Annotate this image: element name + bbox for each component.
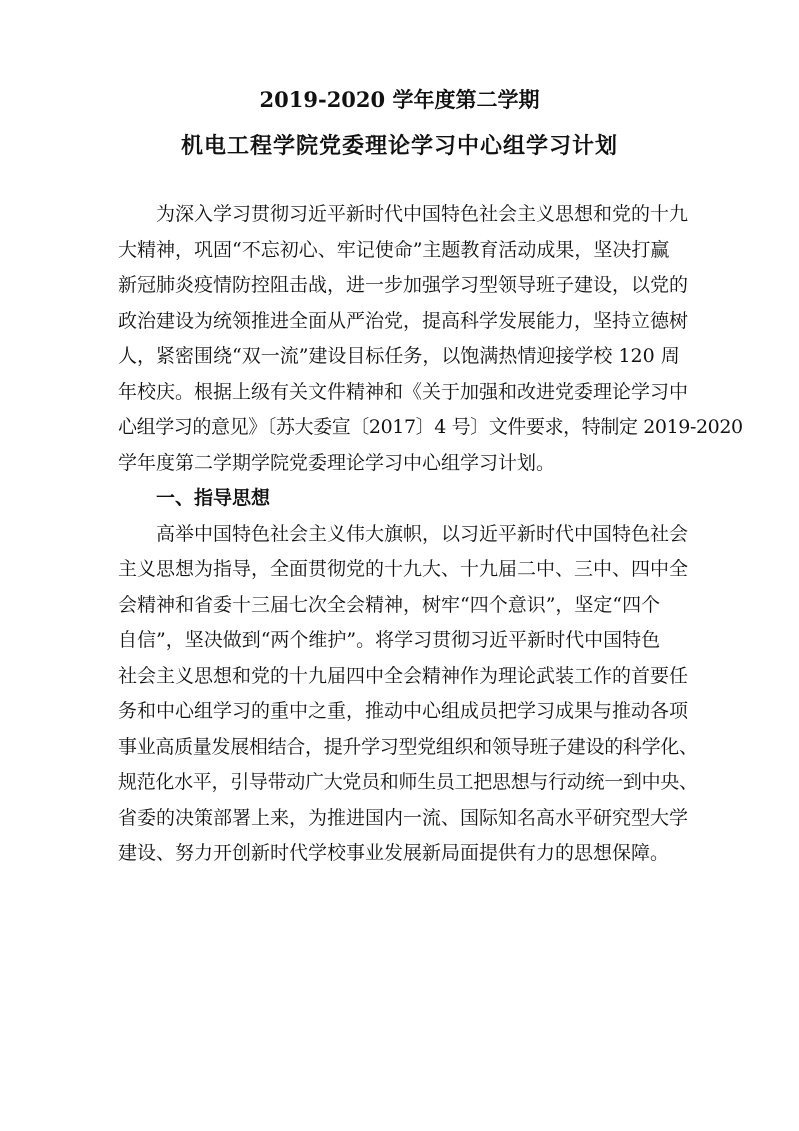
document-title-main: 机电工程学院党委理论学习中心组学习计划 bbox=[180, 133, 618, 159]
section1-line: 自信”，坚决做到“两个维护”。将学习贯彻习近平新时代中国特色 bbox=[118, 629, 661, 651]
intro-line: 人，紧密围绕“双一流”建设目标任务，以饱满热情迎接学校 120 周 bbox=[118, 345, 680, 367]
intro-line: 新冠肺炎疫情防控阻击战，进一步加强学习型领导班子建设，以党的 bbox=[118, 274, 689, 296]
document-body bbox=[118, 197, 743, 872]
intro-line: 为深入学习贯彻习近平新时代中国特色社会主义思想和党的十九 bbox=[118, 203, 689, 225]
section-heading-guiding-ideology: 一、指导思想 bbox=[118, 487, 271, 509]
section1-line: 务和中心组学习的重中之重，推动中心组成员把学习成果与推动各项 bbox=[118, 700, 689, 722]
section1-line: 省委的决策部署上来，为推进国内一流、国际知名高水平研究型大学 bbox=[118, 806, 689, 829]
intro-line: 大精神，巩固“不忘初心、牢记使命”主题教育活动成果，坚决打赢 bbox=[118, 238, 670, 261]
section1-line: 规范化水平，引导带动广大党员和师生员工把思想与行动统一到中央、 bbox=[118, 771, 698, 793]
section1-line: 社会主义思想和党的十九届四中全会精神作为理论武装工作的首要任 bbox=[118, 664, 689, 687]
section1-line: 会精神和省委十三届七次全会精神，树牢“四个意识”，坚定“四个 bbox=[118, 593, 661, 616]
intro-line: 心组学习的意见》〔苏大委宣〔2017〕4 号〕文件要求，特制定 2019-2020 bbox=[118, 416, 743, 438]
section1-line: 主义思想为指导，全面贯彻党的十九大、十九届二中、三中、四中全 bbox=[118, 558, 689, 580]
section1-line: 高举中国特色社会主义伟大旗帜，以习近平新时代中国特色社会 bbox=[118, 522, 689, 545]
section1-line: 事业高质量发展相结合，提升学习型党组织和领导班子建设的科学化、 bbox=[118, 735, 698, 758]
document-title-year: 2019-2020 学年度第二学期 bbox=[259, 87, 540, 112]
intro-line: 年校庆。根据上级有关文件精神和《关于加强和改进党委理论学习中 bbox=[118, 380, 689, 403]
intro-line: 政治建设为统领推进全面从严治党，提高科学发展能力，坚持立德树 bbox=[118, 309, 689, 332]
intro-line: 学年度第二学期学院党委理论学习中心组学习计划。 bbox=[118, 451, 556, 474]
section1-line: 建设、努力开创新时代学校事业发展新局面提供有力的思想保障。 bbox=[118, 842, 670, 864]
